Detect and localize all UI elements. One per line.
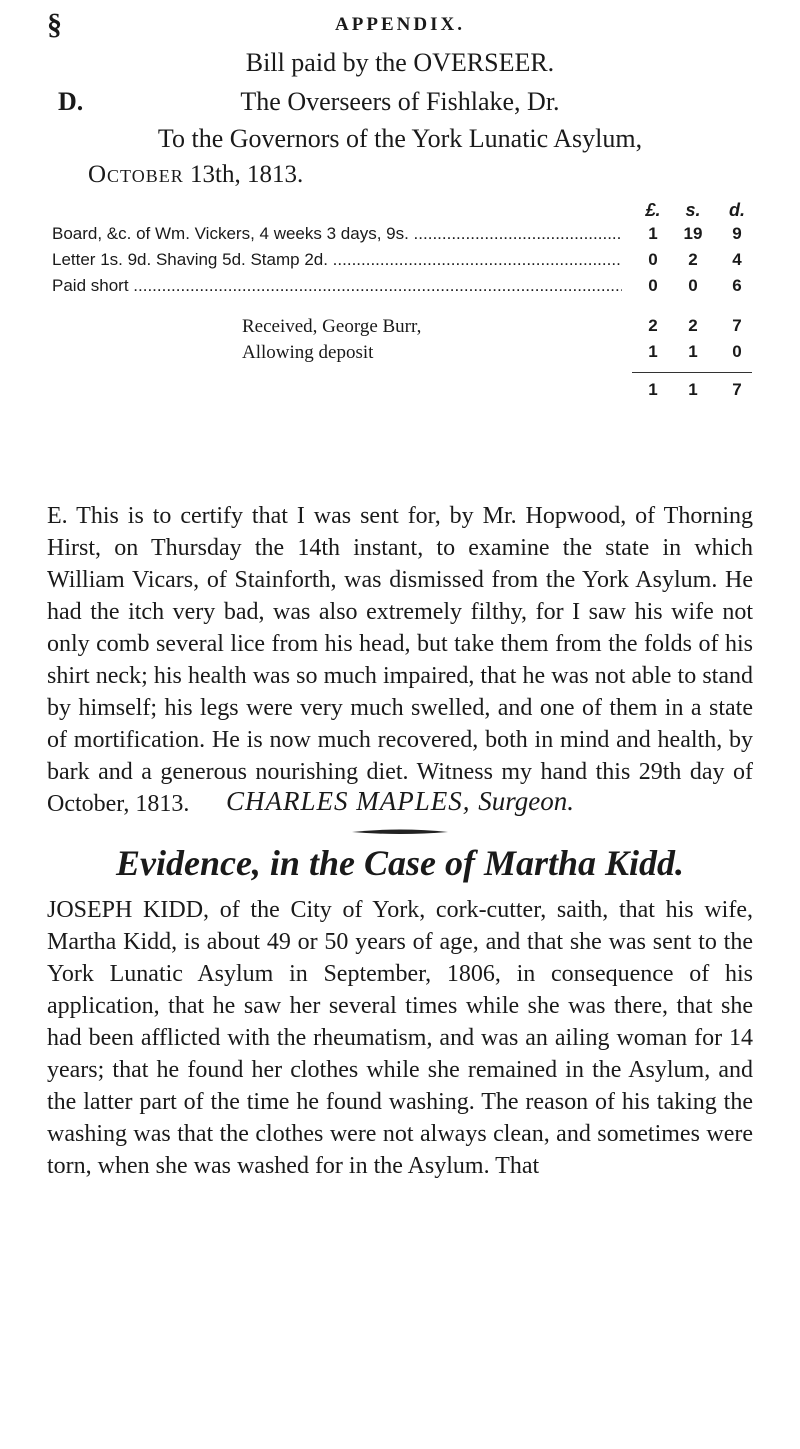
account-row-desc: Letter 1s. 9d. Shaving 5d. Stamp 2d. ..... [52, 250, 622, 270]
total-row [52, 380, 752, 406]
account-row-pence: 9 [732, 224, 742, 243]
account-row-desc: Paid short ..... [52, 276, 622, 296]
total-shillings: 1 [688, 380, 698, 399]
deposit-row [52, 342, 752, 368]
evidence-paragraph: JOSEPH KIDD, of the City of York, cork-cutter, saith, that his wife, Martha Kidd, is about 49 or 50 years of age, and that she was sent to the York Lunatic Asylum in September, 1806, in consequence of his application, that he saw her several times while she was there, that she had been afflicted with the rheumatism, and was an ailing woman for 14 years; that he found her clothes while she remained in the Asylum, and the latter part of the time he found washing. The reason of his taking the washing was that the clothes were not always clean, and sometimes were torn, when she was washed for in the Asylum. That [47, 897, 753, 1179]
section-divider-ornament [350, 828, 450, 836]
account-row-pounds: 1 [648, 224, 658, 243]
pounds-header: £. [645, 200, 661, 220]
account-row [52, 224, 752, 250]
deposit-shillings: 1 [688, 342, 698, 361]
bill-date [88, 161, 303, 189]
deposit-label: Allowing deposit [242, 342, 374, 363]
received-shillings: 2 [688, 316, 698, 335]
debtor-line: The Overseers of Fishlake, Dr. [240, 87, 560, 116]
signature-name: CHARLES MAPLES, [226, 786, 471, 816]
total-pence: 7 [732, 380, 742, 399]
account-row-desc: Board, &c. of Wm. Vickers, 4 weeks 3 days, 9s. ..... [52, 224, 622, 244]
pence-header: d. [729, 200, 745, 220]
account-row [52, 276, 752, 302]
shillings-header: s. [685, 200, 701, 220]
bill-date-rest: 13th, 1813. [190, 161, 304, 188]
total-pounds: 1 [648, 380, 658, 399]
total-rule [632, 372, 752, 373]
received-row [52, 316, 752, 342]
section-mark: § [47, 8, 62, 41]
account-row-pounds: 0 [648, 250, 658, 269]
received-pounds: 2 [648, 316, 658, 335]
account-row-shillings: 2 [688, 250, 698, 269]
account-row [52, 250, 752, 276]
page-header [0, 8, 800, 44]
bill-heading: Bill paid by the OVERSEER. [245, 48, 555, 77]
item-label-d: D. [58, 87, 84, 116]
currency-header-row [52, 200, 752, 226]
account-row-shillings: 0 [688, 276, 698, 295]
signature-line [0, 786, 800, 817]
deposit-pence: 0 [732, 342, 742, 361]
running-title: APPENDIX. [335, 14, 465, 35]
received-label: Received, George Burr, [242, 316, 422, 337]
account-row-pounds: 0 [648, 276, 658, 295]
creditor-line: To the Governors of the York Lunatic Asylum, [157, 124, 643, 153]
account-row-pence: 4 [732, 250, 742, 269]
account-row-pence: 6 [732, 276, 742, 295]
bill-date-month: October [88, 161, 184, 188]
received-pence: 7 [732, 316, 742, 335]
certificate-paragraph: E. This is to certify that I was sent for, by Mr. Hopwood, of Thorning Hirst, on Thursday the 14th instant, to examine the state in which William Vicars, of Stainforth, was dismissed from the York Asylum. He had the itch very bad, was also extremely filthy, for I saw his wife not only comb several lice from his head, but take them from the folds of his shirt neck; his health was so much impaired, that he was not able to stand by himself; his legs were very much swelled, and one of them in a state of mortification. He is now much recovered, both in mind and health, by bark and a generous nourishing diet. Witness my hand this 29th day of October, 1813. [47, 503, 753, 817]
deposit-pounds: 1 [648, 342, 658, 361]
signature-role: Surgeon. [478, 786, 574, 816]
account-row-shillings: 19 [683, 224, 703, 243]
evidence-title: Evidence, in the Case of Martha Kidd. [115, 843, 685, 883]
